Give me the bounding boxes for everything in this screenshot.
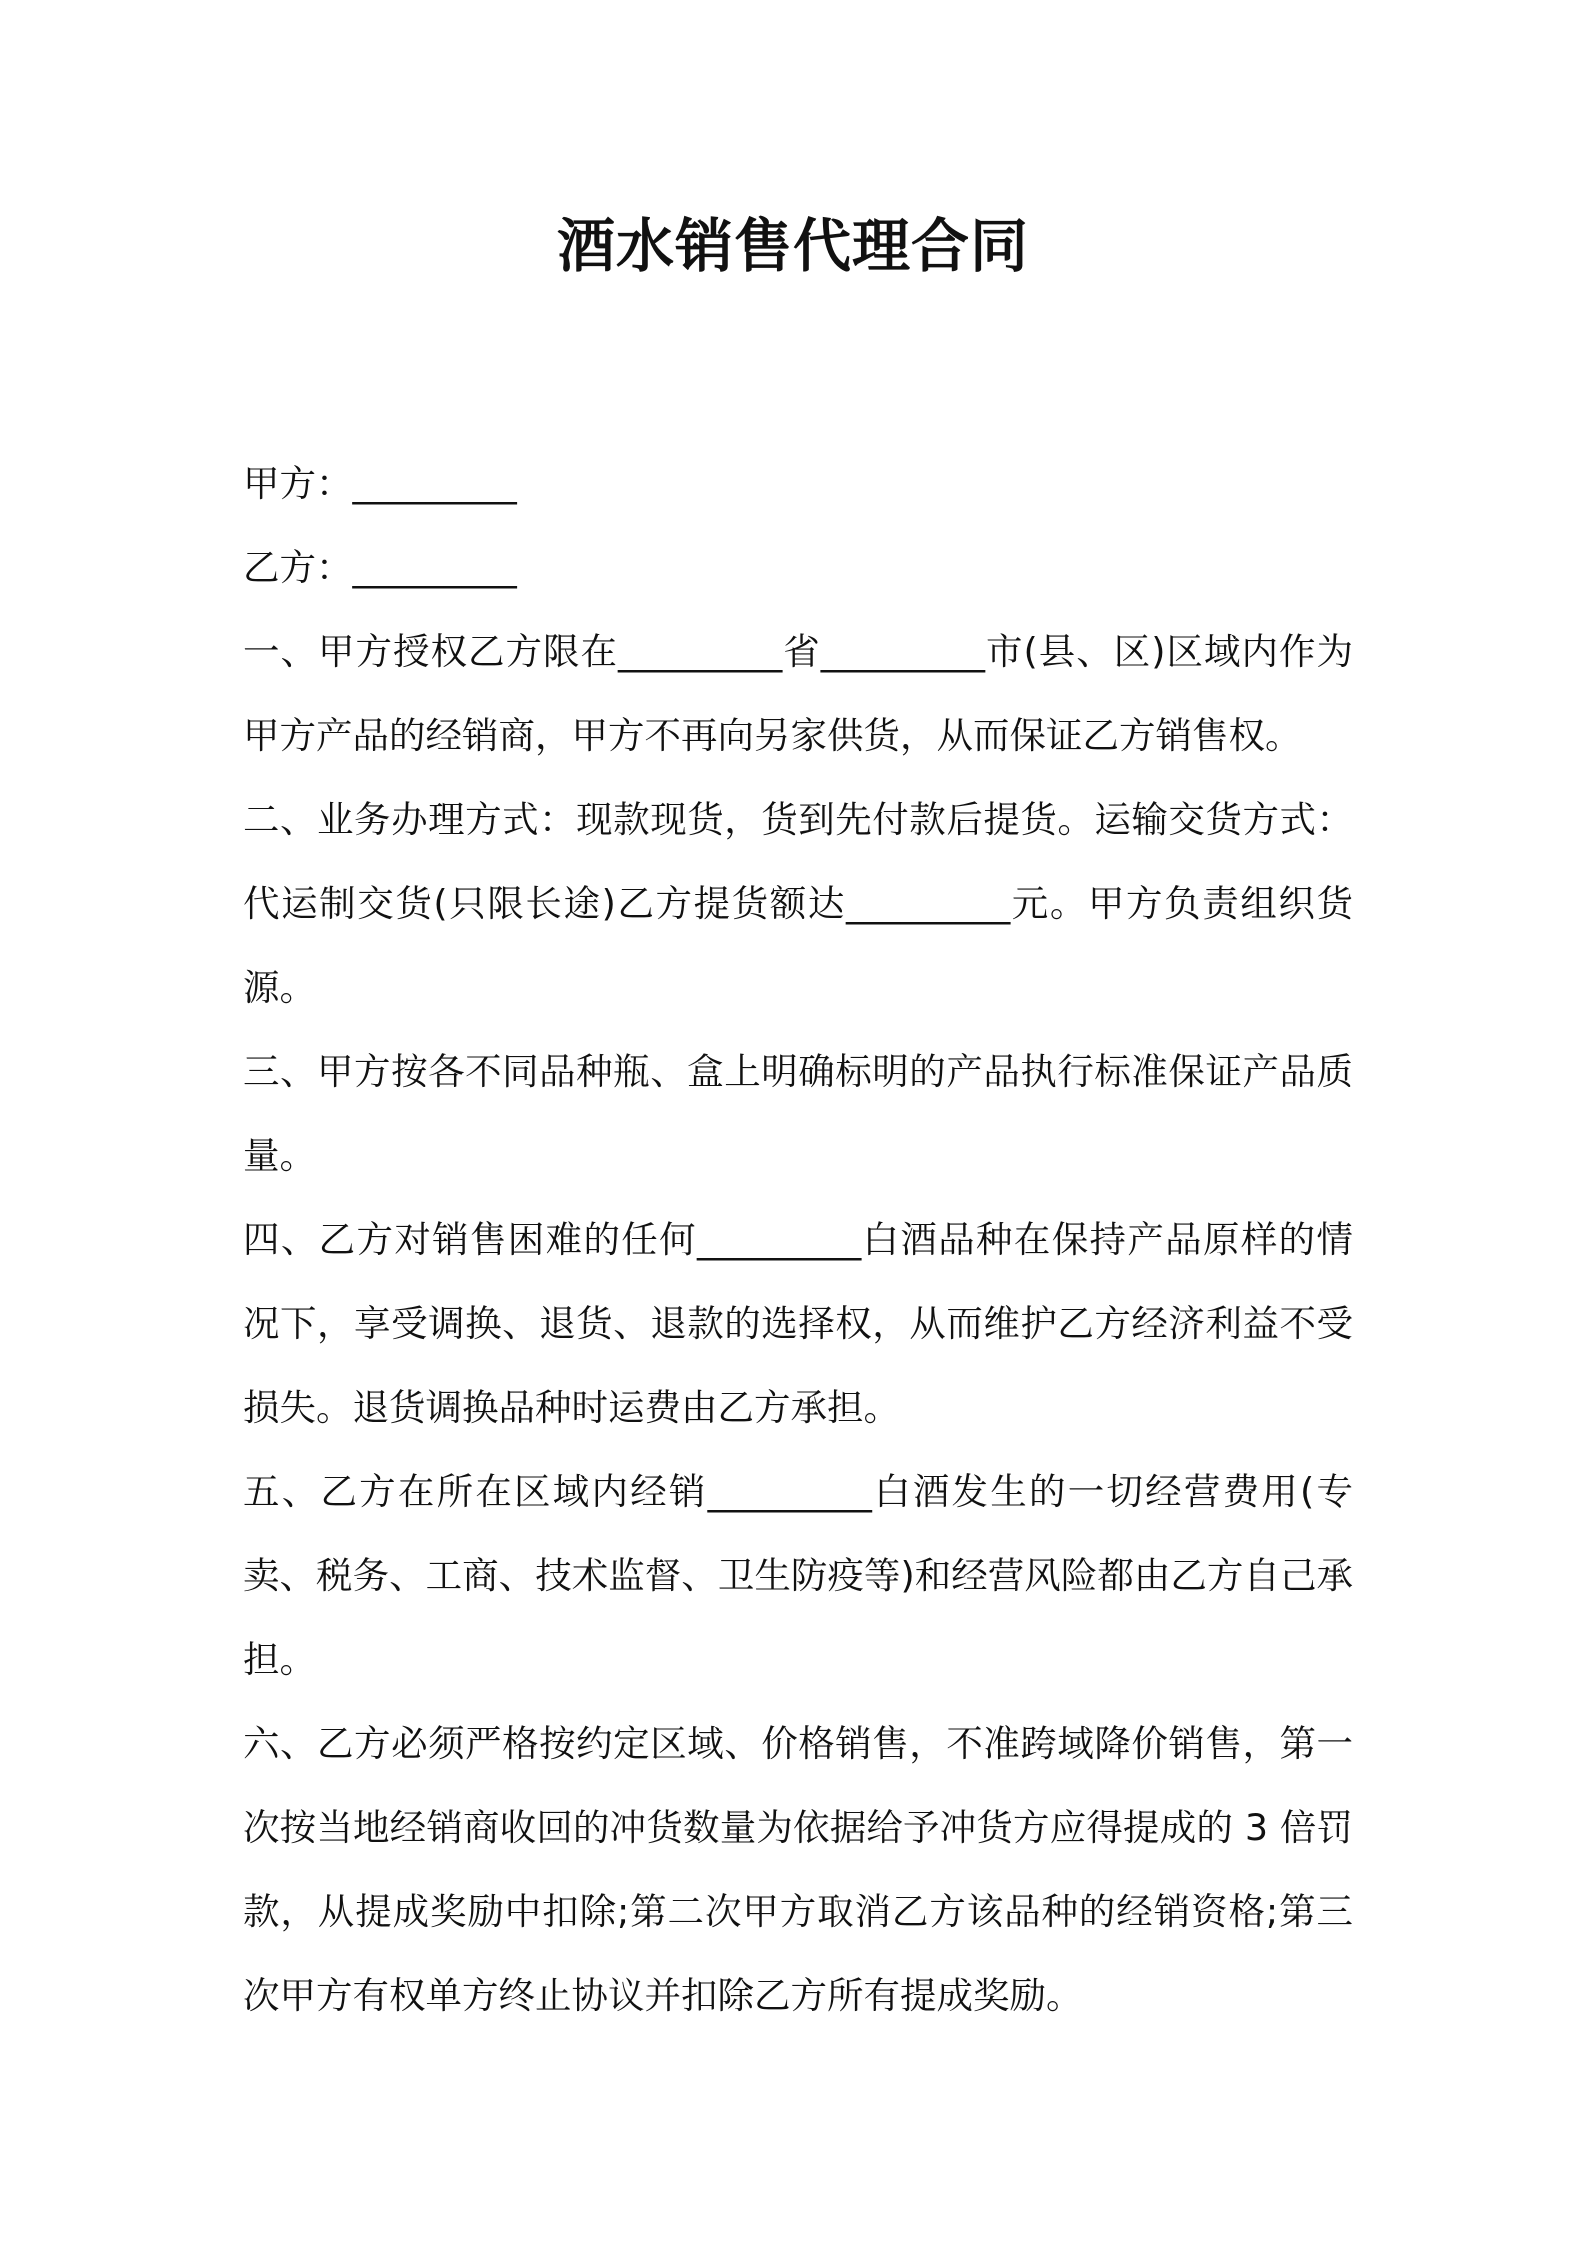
- document-title: 酒水销售代理合同: [556, 212, 1029, 280]
- clause-3: 三、甲方按各不同品种瓶、盒上明确标明的产品执行标准保证产品质量。: [243, 1050, 1353, 1177]
- party-a-line: 甲方：_________: [243, 462, 517, 505]
- clause-4: 四、乙方对销售困难的任何_________白酒品种在保持产品原样的情况下，享受调换、退货、退款的选择权，从而维护乙方经济利益不受损失。退货调换品种时运费由乙方承担。: [243, 1218, 1353, 1429]
- clause-1: 一、甲方授权乙方限在_________省_________市(县、区)区域内作为甲方产品的经销商，甲方不再向另家供货，从而保证乙方销售权。: [243, 630, 1353, 757]
- clause-6: 六、乙方必须严格按约定区域、价格销售，不准跨域降价销售，第一次按当地经销商收回的冲货数量为依据给予冲货方应得提成的 3 倍罚款，从提成奖励中扣除;第二次甲方取消乙方该品种的经销资格;第三次甲方有权单方终止协议并扣除乙方所有提成奖励。: [243, 1722, 1353, 2017]
- clause-5: 五、乙方在所在区域内经销_________白酒发生的一切经营费用(专卖、税务、工商、技术监督、卫生防疫等)和经营风险都由乙方自己承担。: [243, 1470, 1353, 1681]
- party-b-line: 乙方：_________: [243, 546, 517, 589]
- clause-2: 二、业务办理方式：现款现货，货到先付款后提货。运输交货方式：代运制交货(只限长途)乙方提货额达_________元。甲方负责组织货源。: [243, 798, 1353, 1009]
- document-body: [243, 442, 1353, 2038]
